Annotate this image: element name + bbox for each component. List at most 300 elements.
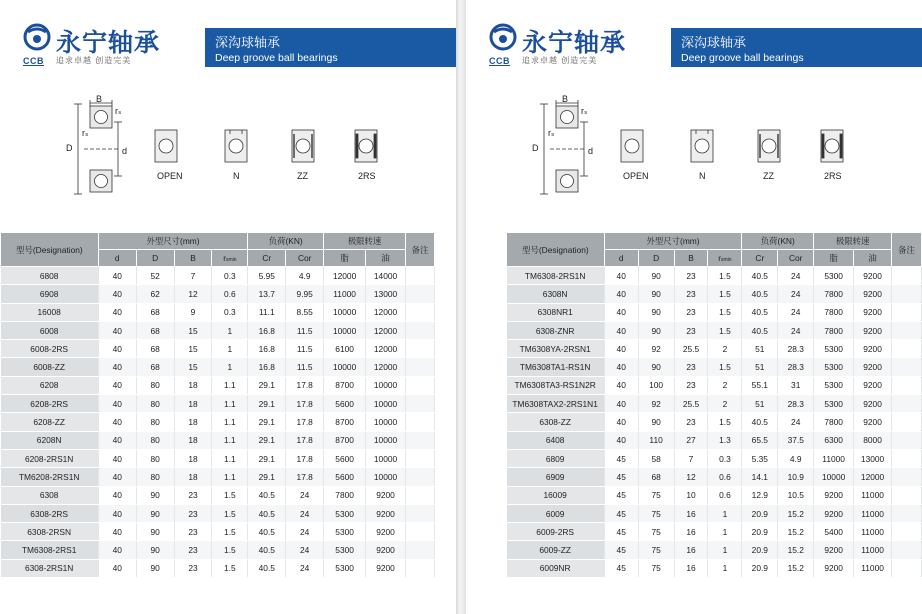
cell-remarks xyxy=(405,541,434,559)
bearing-drawings xyxy=(60,100,420,200)
cell-r: 1.5 xyxy=(708,413,742,431)
cell-D: 90 xyxy=(638,267,674,285)
table-row xyxy=(1,413,435,431)
table-row xyxy=(1,395,435,413)
cell-oil: 9200 xyxy=(366,504,406,522)
cell-d: 45 xyxy=(604,449,638,467)
cell-cr: 16.8 xyxy=(248,340,286,358)
cell-r: 1.1 xyxy=(212,431,248,449)
header-b: B xyxy=(174,250,212,267)
cell-B: 16 xyxy=(674,559,708,577)
cell-oil: 9200 xyxy=(854,285,892,303)
dim-label-rs-side: rₛ xyxy=(82,128,89,138)
cell-oil: 11000 xyxy=(854,486,892,504)
cell-oil: 9200 xyxy=(366,486,406,504)
cell-D: 75 xyxy=(638,523,674,541)
cell-remarks xyxy=(405,376,434,394)
cell-D: 90 xyxy=(638,413,674,431)
cell-D: 90 xyxy=(136,559,174,577)
cell-cor: 17.8 xyxy=(286,431,324,449)
cell-designation: 6308-ZNR xyxy=(507,321,605,339)
cell-designation: 6208N xyxy=(1,431,99,449)
cell-D: 90 xyxy=(638,321,674,339)
cell-r: 2 xyxy=(708,340,742,358)
cell-remarks xyxy=(405,321,434,339)
cell-grease: 5300 xyxy=(814,395,854,413)
cell-d: 40 xyxy=(604,395,638,413)
cell-d: 40 xyxy=(604,285,638,303)
cell-oil: 9200 xyxy=(854,376,892,394)
table-row xyxy=(507,267,922,285)
table-body xyxy=(1,267,435,578)
header-designation: 型号(Designation) xyxy=(507,233,605,267)
cell-r: 1 xyxy=(212,358,248,376)
cell-D: 90 xyxy=(136,523,174,541)
bearing-drawings xyxy=(526,100,886,200)
table-row xyxy=(507,395,922,413)
header-outer-d: D xyxy=(638,250,674,267)
cell-designation: 6208-2RS xyxy=(1,395,99,413)
cell-grease: 9200 xyxy=(814,541,854,559)
table-row xyxy=(507,413,922,431)
cell-cor: 15.2 xyxy=(778,523,814,541)
cell-r: 1 xyxy=(708,559,742,577)
cell-cor: 28.3 xyxy=(778,358,814,376)
table-row xyxy=(507,468,922,486)
cell-B: 25.5 xyxy=(674,395,708,413)
cell-remarks xyxy=(892,486,922,504)
cell-oil: 13000 xyxy=(854,449,892,467)
cell-D: 52 xyxy=(136,267,174,285)
cell-r: 1.5 xyxy=(212,541,248,559)
cell-designation: 6208-ZZ xyxy=(1,413,99,431)
cell-d: 40 xyxy=(98,413,136,431)
cell-cor: 17.8 xyxy=(286,395,324,413)
cell-remarks xyxy=(892,267,922,285)
cell-r: 1 xyxy=(212,321,248,339)
cell-D: 75 xyxy=(638,486,674,504)
cell-cr: 40.5 xyxy=(742,285,778,303)
cell-B: 23 xyxy=(174,504,212,522)
cell-D: 58 xyxy=(638,449,674,467)
brand-name: 永宁轴承 xyxy=(56,28,161,57)
cell-cor: 15.2 xyxy=(778,541,814,559)
cell-designation: 6408 xyxy=(507,431,605,449)
table-row xyxy=(1,358,435,376)
brand-slogan: 追求卓越 创造完美 xyxy=(56,56,132,65)
cell-cr: 40.5 xyxy=(742,267,778,285)
brand-abbr: CCB xyxy=(489,56,510,66)
cell-grease: 5300 xyxy=(324,541,366,559)
cell-d: 45 xyxy=(604,486,638,504)
header-remarks: 备注 xyxy=(405,233,434,267)
cell-grease: 5300 xyxy=(324,559,366,577)
cell-B: 18 xyxy=(174,395,212,413)
cell-d: 45 xyxy=(604,541,638,559)
cell-oil: 11000 xyxy=(854,523,892,541)
cell-r: 1.1 xyxy=(212,449,248,467)
cell-grease: 5300 xyxy=(814,267,854,285)
cell-oil: 9200 xyxy=(854,413,892,431)
cell-grease: 9200 xyxy=(814,486,854,504)
cell-grease: 5600 xyxy=(324,468,366,486)
cell-grease: 5400 xyxy=(814,523,854,541)
cell-cr: 51 xyxy=(742,340,778,358)
header-oil: 油 xyxy=(366,250,406,267)
cell-d: 40 xyxy=(98,340,136,358)
cell-d: 40 xyxy=(604,340,638,358)
page-gutter xyxy=(456,0,466,614)
table-row xyxy=(1,523,435,541)
cell-B: 15 xyxy=(174,358,212,376)
cell-remarks xyxy=(892,559,922,577)
table-row xyxy=(1,541,435,559)
cell-d: 45 xyxy=(604,468,638,486)
cell-designation: TM6208-2RS1N xyxy=(1,468,99,486)
cell-r: 0.6 xyxy=(212,285,248,303)
table-row xyxy=(507,303,922,321)
cell-cr: 40.5 xyxy=(742,303,778,321)
cell-r: 1.3 xyxy=(708,431,742,449)
page-left xyxy=(0,0,456,614)
cell-cr: 40.5 xyxy=(248,541,286,559)
cell-r: 1 xyxy=(212,340,248,358)
cell-r: 1.1 xyxy=(212,376,248,394)
dim-label-rs-side: rₛ xyxy=(548,128,555,138)
cell-designation: TM6308YA-2RSN1 xyxy=(507,340,605,358)
cell-D: 80 xyxy=(136,449,174,467)
cell-r: 1.5 xyxy=(212,523,248,541)
cell-remarks xyxy=(405,504,434,522)
table-row xyxy=(507,431,922,449)
cell-remarks xyxy=(892,504,922,522)
cell-B: 23 xyxy=(674,358,708,376)
cell-designation: 6308N xyxy=(507,285,605,303)
cell-cor: 11.5 xyxy=(286,358,324,376)
cell-remarks xyxy=(405,413,434,431)
cell-r: 1 xyxy=(708,504,742,522)
cell-r: 0.6 xyxy=(708,486,742,504)
cell-B: 23 xyxy=(174,523,212,541)
cell-grease: 5300 xyxy=(814,340,854,358)
cell-r: 2 xyxy=(708,376,742,394)
cell-designation: 16009 xyxy=(507,486,605,504)
cell-d: 40 xyxy=(98,449,136,467)
cell-B: 23 xyxy=(674,267,708,285)
cell-cor: 10.5 xyxy=(778,486,814,504)
cell-r: 0.3 xyxy=(212,303,248,321)
cell-designation: TM6308TA3-RS1N2R xyxy=(507,376,605,394)
table-row xyxy=(1,303,435,321)
cell-oil: 10000 xyxy=(366,449,406,467)
cell-r: 1 xyxy=(708,541,742,559)
cell-designation: 6308-2RS1N xyxy=(1,559,99,577)
dim-label-inner-d: d xyxy=(122,146,128,156)
cell-D: 75 xyxy=(638,559,674,577)
cell-remarks xyxy=(892,523,922,541)
cell-r: 0.3 xyxy=(708,449,742,467)
cell-oil: 14000 xyxy=(366,267,406,285)
cell-oil: 10000 xyxy=(366,395,406,413)
cell-d: 40 xyxy=(604,267,638,285)
cell-D: 100 xyxy=(638,376,674,394)
section-title-box xyxy=(671,28,922,67)
header-speed: 极限转速 xyxy=(324,233,406,250)
cell-designation: 6009NR xyxy=(507,559,605,577)
cell-d: 40 xyxy=(98,523,136,541)
cell-remarks xyxy=(405,486,434,504)
cell-D: 90 xyxy=(136,504,174,522)
cell-d: 45 xyxy=(604,523,638,541)
cell-d: 40 xyxy=(604,413,638,431)
table-row xyxy=(1,267,435,285)
cell-cor: 10.9 xyxy=(778,468,814,486)
header-outer-d: D xyxy=(136,250,174,267)
cell-d: 40 xyxy=(98,504,136,522)
cell-d: 40 xyxy=(604,431,638,449)
cell-cor: 11.5 xyxy=(286,321,324,339)
cell-grease: 8700 xyxy=(324,413,366,431)
cell-designation: 16008 xyxy=(1,303,99,321)
cell-cor: 24 xyxy=(286,523,324,541)
cell-D: 68 xyxy=(136,303,174,321)
cell-oil: 10000 xyxy=(366,468,406,486)
cell-cr: 12.9 xyxy=(742,486,778,504)
cell-cor: 24 xyxy=(778,321,814,339)
cell-grease: 7800 xyxy=(814,303,854,321)
cell-B: 18 xyxy=(174,449,212,467)
cell-designation: TM6308TA1-RS1N xyxy=(507,358,605,376)
table-row xyxy=(1,285,435,303)
header-grease: 脂 xyxy=(814,250,854,267)
cell-oil: 9200 xyxy=(854,395,892,413)
page-right xyxy=(466,0,922,614)
cell-remarks xyxy=(892,449,922,467)
cell-remarks xyxy=(892,321,922,339)
header-d: d xyxy=(604,250,638,267)
cell-cr: 16.8 xyxy=(248,321,286,339)
cell-designation: TM6308TAX2-2RS1N1 xyxy=(507,395,605,413)
table-row xyxy=(1,376,435,394)
cell-cor: 37.5 xyxy=(778,431,814,449)
brand-abbr: CCB xyxy=(23,56,44,66)
cell-cor: 24 xyxy=(778,413,814,431)
cell-r: 1.1 xyxy=(212,468,248,486)
cell-D: 62 xyxy=(136,285,174,303)
header-designation: 型号(Designation) xyxy=(1,233,99,267)
section-title-en: Deep groove ball bearings xyxy=(215,52,338,64)
cell-B: 18 xyxy=(174,431,212,449)
cell-D: 80 xyxy=(136,431,174,449)
cell-D: 68 xyxy=(136,358,174,376)
cell-d: 40 xyxy=(98,285,136,303)
cell-grease: 5300 xyxy=(814,376,854,394)
header-d: d xyxy=(98,250,136,267)
cell-r: 1 xyxy=(708,523,742,541)
header-load: 负荷(KN) xyxy=(742,233,814,250)
brand-logo xyxy=(488,22,658,70)
cell-grease: 11000 xyxy=(814,449,854,467)
header-dimensions: 外型尺寸(mm) xyxy=(98,233,248,250)
cell-d: 40 xyxy=(98,267,136,285)
cell-D: 90 xyxy=(638,358,674,376)
cell-D: 75 xyxy=(638,541,674,559)
cell-grease: 8700 xyxy=(324,376,366,394)
cell-B: 23 xyxy=(174,559,212,577)
cell-grease: 5300 xyxy=(814,358,854,376)
cell-B: 12 xyxy=(174,285,212,303)
cell-oil: 9200 xyxy=(854,321,892,339)
cell-designation: 6009-2RS xyxy=(507,523,605,541)
table-row xyxy=(507,559,922,577)
section-title-cn: 深沟球轴承 xyxy=(681,35,747,50)
type-label-open: OPEN xyxy=(157,171,183,181)
header-b: B xyxy=(674,250,708,267)
header-oil: 油 xyxy=(854,250,892,267)
cell-d: 40 xyxy=(98,541,136,559)
cell-designation: 6308-2RSN xyxy=(1,523,99,541)
cell-grease: 9200 xyxy=(814,559,854,577)
cell-cor: 24 xyxy=(286,486,324,504)
cell-B: 9 xyxy=(174,303,212,321)
cell-oil: 12000 xyxy=(854,468,892,486)
cell-designation: 6208-2RS1N xyxy=(1,449,99,467)
cell-cr: 29.1 xyxy=(248,413,286,431)
section-title-cn: 深沟球轴承 xyxy=(215,35,281,50)
cell-oil: 11000 xyxy=(854,541,892,559)
cell-cr: 40.5 xyxy=(248,523,286,541)
cell-designation: 6808 xyxy=(1,267,99,285)
bearing-spec-table xyxy=(506,232,922,578)
cell-remarks xyxy=(405,431,434,449)
cell-r: 1.5 xyxy=(708,267,742,285)
type-label-zz: ZZ xyxy=(297,171,308,181)
cell-d: 40 xyxy=(98,559,136,577)
type-label-2rs: 2RS xyxy=(358,171,376,181)
cell-cr: 40.5 xyxy=(742,321,778,339)
cell-remarks xyxy=(405,468,434,486)
cell-D: 80 xyxy=(136,468,174,486)
cell-B: 10 xyxy=(674,486,708,504)
cell-cor: 17.8 xyxy=(286,413,324,431)
header-load: 负荷(KN) xyxy=(248,233,324,250)
cell-grease: 10000 xyxy=(324,303,366,321)
cell-oil: 9200 xyxy=(366,541,406,559)
cell-B: 15 xyxy=(174,340,212,358)
type-label-n: N xyxy=(233,171,240,181)
cell-r: 2 xyxy=(708,395,742,413)
cell-remarks xyxy=(405,267,434,285)
cell-oil: 10000 xyxy=(366,431,406,449)
header-r-sub: smin xyxy=(225,257,237,263)
cell-r: 1.5 xyxy=(212,504,248,522)
cell-d: 40 xyxy=(604,321,638,339)
cell-cor: 28.3 xyxy=(778,340,814,358)
table-row xyxy=(1,431,435,449)
cell-grease: 5300 xyxy=(324,523,366,541)
dim-label-inner-d: d xyxy=(588,146,594,156)
cell-designation: 6008 xyxy=(1,321,99,339)
header-grease: 脂 xyxy=(324,250,366,267)
header-r xyxy=(212,250,248,267)
table-row xyxy=(507,523,922,541)
table-row xyxy=(1,340,435,358)
cell-cr: 20.9 xyxy=(742,541,778,559)
table-row xyxy=(507,376,922,394)
cell-oil: 9200 xyxy=(854,267,892,285)
cell-d: 40 xyxy=(98,376,136,394)
cell-d: 40 xyxy=(604,358,638,376)
cell-r: 1.5 xyxy=(212,559,248,577)
cell-D: 90 xyxy=(638,285,674,303)
cell-cor: 15.2 xyxy=(778,559,814,577)
cell-D: 90 xyxy=(136,486,174,504)
cell-cr: 5.35 xyxy=(742,449,778,467)
table-row xyxy=(507,486,922,504)
cell-D: 68 xyxy=(638,468,674,486)
cell-designation: 6308NR1 xyxy=(507,303,605,321)
cell-B: 15 xyxy=(174,321,212,339)
cell-cr: 20.9 xyxy=(742,523,778,541)
table-row xyxy=(1,486,435,504)
header-cr: Cr xyxy=(248,250,286,267)
cell-B: 16 xyxy=(674,541,708,559)
cell-B: 16 xyxy=(674,504,708,522)
cell-D: 80 xyxy=(136,413,174,431)
cell-D: 75 xyxy=(638,504,674,522)
cell-cr: 29.1 xyxy=(248,449,286,467)
cell-B: 25.5 xyxy=(674,340,708,358)
cell-r: 1.5 xyxy=(708,321,742,339)
cell-remarks xyxy=(405,395,434,413)
cell-d: 40 xyxy=(98,395,136,413)
brand-name: 永宁轴承 xyxy=(522,28,627,57)
cell-cor: 24 xyxy=(778,267,814,285)
dim-label-b: B xyxy=(96,94,103,104)
header-speed: 极限转速 xyxy=(814,233,892,250)
cell-grease: 5600 xyxy=(324,395,366,413)
section-title-box xyxy=(205,28,456,67)
cell-cor: 28.3 xyxy=(778,395,814,413)
cell-cor: 8.55 xyxy=(286,303,324,321)
cell-D: 68 xyxy=(136,340,174,358)
cell-D: 110 xyxy=(638,431,674,449)
dim-label-outer-d: D xyxy=(66,143,73,153)
cell-d: 40 xyxy=(98,303,136,321)
cell-remarks xyxy=(892,431,922,449)
cell-designation: 6308 xyxy=(1,486,99,504)
cell-r: 1.5 xyxy=(708,303,742,321)
cell-cr: 40.5 xyxy=(248,504,286,522)
cell-oil: 12000 xyxy=(366,358,406,376)
cell-grease: 12000 xyxy=(324,267,366,285)
cell-D: 68 xyxy=(136,321,174,339)
cell-grease: 10000 xyxy=(814,468,854,486)
bearing-diagram xyxy=(60,94,420,200)
cell-remarks xyxy=(405,340,434,358)
cell-cr: 51 xyxy=(742,395,778,413)
cell-D: 90 xyxy=(638,303,674,321)
header-r xyxy=(708,250,742,267)
cell-B: 7 xyxy=(174,267,212,285)
cell-cr: 13.7 xyxy=(248,285,286,303)
cell-oil: 9200 xyxy=(366,559,406,577)
cell-oil: 9200 xyxy=(854,303,892,321)
table-row xyxy=(1,321,435,339)
cell-designation: 6809 xyxy=(507,449,605,467)
bearing-diagram xyxy=(526,94,886,200)
dim-label-b: B xyxy=(562,94,569,104)
